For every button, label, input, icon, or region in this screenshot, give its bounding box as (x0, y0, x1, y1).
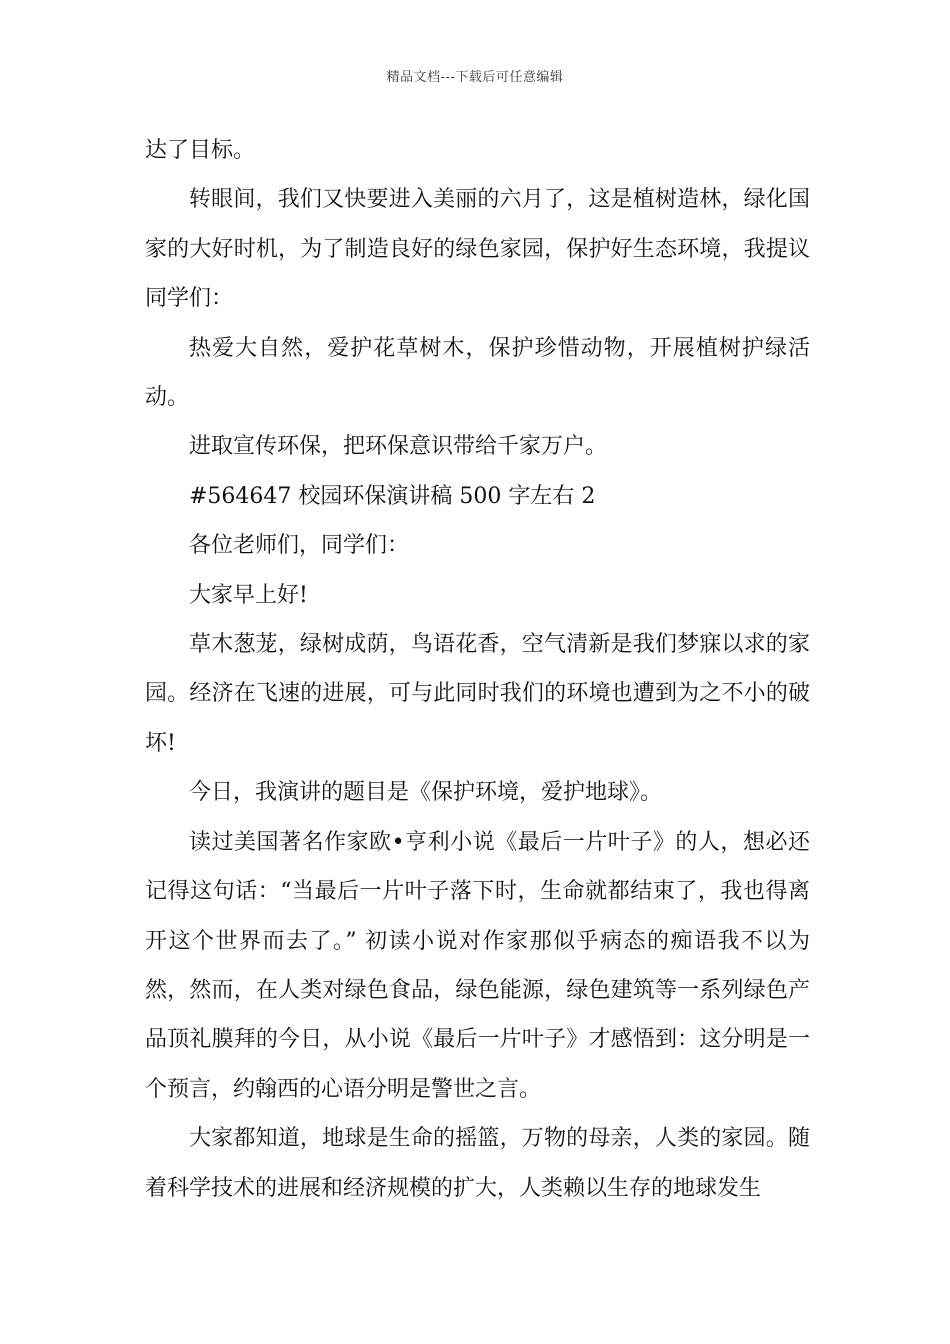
paragraph-2: 转眼间，我们又快要进入美丽的六月了，这是植树造林，绿化国家的大好时机，为了制造良好的绿色家园，保护好生态环境，我提议同学们： (145, 187, 810, 312)
paragraph-3: 热爱大自然，爱护花草树木，保护珍惜动物，开展植树护绿活动。 (145, 335, 810, 411)
paragraph-9: 今日，我演讲的题目是《保护环境，爱护地球》。 (189, 780, 663, 806)
page-header: 精品文档---下载后可任意编辑 (386, 70, 564, 85)
paragraph-4: 进取宣传环保，把环保意识带给千家万户。 (189, 434, 608, 460)
section-heading: #564647 校园环保演讲稿 500 字左右 2 (189, 483, 596, 509)
paragraph-8: 草木葱茏，绿树成荫，鸟语花香，空气清新是我们梦寐以求的家园。经济在飞速的进展，可与此同时我们的环境也遭到为之不小的破坏! (145, 632, 810, 756)
greeting: 大家早上好! (189, 582, 308, 608)
paragraph-1: 达了目标。 (145, 138, 256, 163)
paragraph-10: 读过美国著名作家欧•亨利小说《最后一片叶子》的人，想必还记得这句话：“当最后一片叶子落下时，生命就都结束了，我也得离开这个世界而去了。” 初读小说对作家那似乎病态的痴语我不以为然，然而，在人类对绿色食品，绿色能源，绿色建筑等一系列绿色产品顶礼膜拜的今日，从小说《最后一片叶子》才感悟到：这分明是一个预言，约翰西的心语分明是警世之言。 (145, 829, 810, 1102)
document-body (145, 126, 810, 1213)
salutation: 各位老师们，同学们： (189, 533, 410, 559)
paragraph-11: 大家都知道，地球是生命的摇篮，万物的母亲，人类的家园。随着科学技术的进展和经济规模的扩大，人类赖以生存的地球发生 (145, 1126, 810, 1201)
